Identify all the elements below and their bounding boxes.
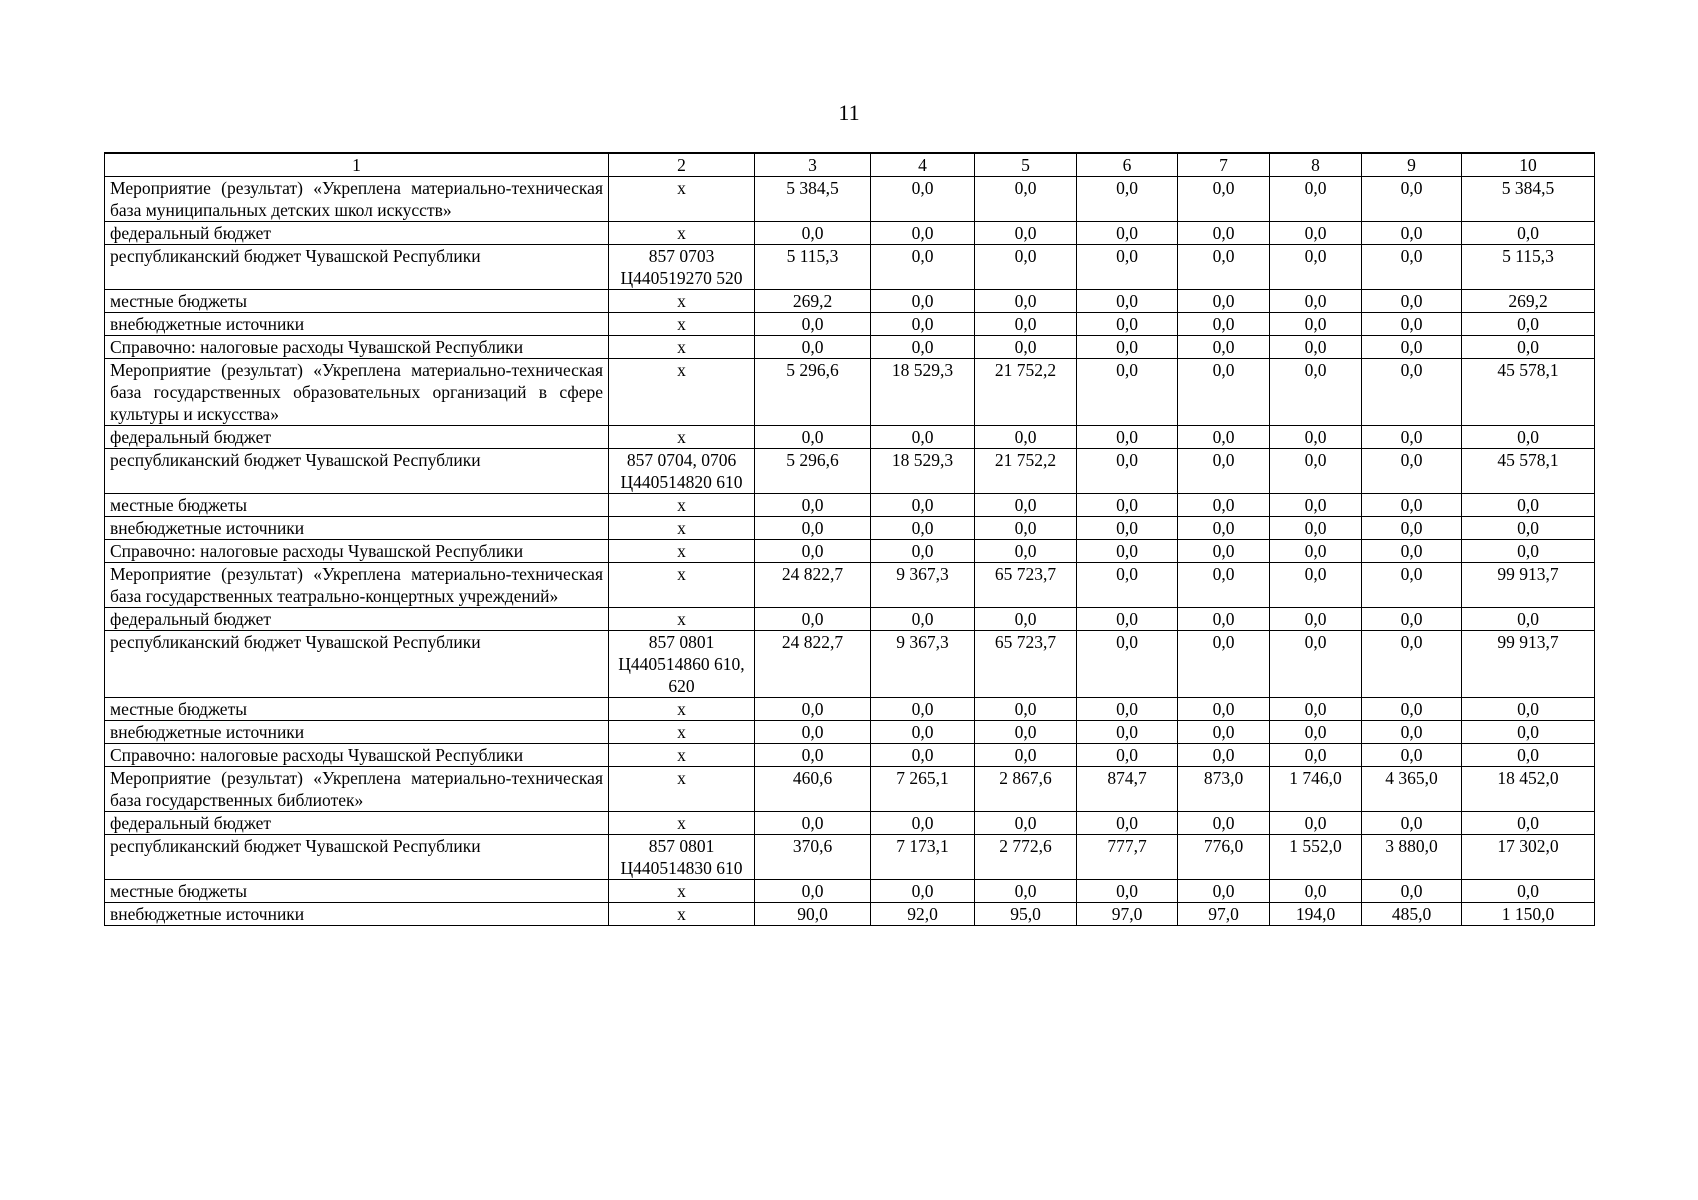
table-row	[105, 359, 1595, 426]
year-value: 0,0	[755, 517, 871, 540]
year-value: 0,0	[1077, 631, 1178, 698]
row-name: республиканский бюджет Чувашской Республики	[105, 449, 609, 494]
year-value: 0,0	[1178, 426, 1270, 449]
year-value: 0,0	[975, 812, 1077, 835]
year-value: 873,0	[1178, 767, 1270, 812]
row-name: местные бюджеты	[105, 290, 609, 313]
year-value: 0,0	[1362, 494, 1462, 517]
year-value: 0,0	[975, 608, 1077, 631]
table-row	[105, 426, 1595, 449]
year-value: 0,0	[755, 880, 871, 903]
year-value: 0,0	[1077, 222, 1178, 245]
table-row	[105, 517, 1595, 540]
year-value: 0,0	[1362, 540, 1462, 563]
year-value: 0,0	[871, 721, 975, 744]
year-value: 0,0	[1270, 517, 1362, 540]
year-value: 0,0	[1178, 721, 1270, 744]
total-value: 99 913,7	[1462, 563, 1595, 608]
year-value: 0,0	[975, 721, 1077, 744]
total-value: 0,0	[1462, 336, 1595, 359]
year-value: 4 365,0	[1362, 767, 1462, 812]
budget-code: х	[609, 313, 755, 336]
table-row	[105, 698, 1595, 721]
budget-code: х	[609, 336, 755, 359]
year-value: 0,0	[871, 177, 975, 222]
year-value: 0,0	[1270, 177, 1362, 222]
table-row	[105, 835, 1595, 880]
total-value: 45 578,1	[1462, 449, 1595, 494]
budget-code: х	[609, 222, 755, 245]
row-name: федеральный бюджет	[105, 812, 609, 835]
year-value: 0,0	[1077, 744, 1178, 767]
year-value: 9 367,3	[871, 631, 975, 698]
row-name: республиканский бюджет Чувашской Республики	[105, 631, 609, 698]
year-value: 0,0	[755, 744, 871, 767]
column-header: 2	[609, 153, 755, 177]
year-value: 0,0	[1362, 426, 1462, 449]
year-value: 0,0	[975, 517, 1077, 540]
year-value: 0,0	[1178, 177, 1270, 222]
year-value: 0,0	[1077, 426, 1178, 449]
year-value: 485,0	[1362, 903, 1462, 926]
year-value: 0,0	[871, 517, 975, 540]
table-row	[105, 608, 1595, 631]
total-value: 99 913,7	[1462, 631, 1595, 698]
year-value: 0,0	[1270, 721, 1362, 744]
year-value: 0,0	[1178, 313, 1270, 336]
year-value: 0,0	[871, 313, 975, 336]
row-name: Мероприятие (результат) «Укреплена материально-техническая база муниципальных детских школ искусств»	[105, 177, 609, 222]
year-value: 0,0	[871, 290, 975, 313]
table-row	[105, 449, 1595, 494]
year-value: 0,0	[1270, 698, 1362, 721]
total-value: 5 384,5	[1462, 177, 1595, 222]
table-row	[105, 880, 1595, 903]
budget-code: 857 0703 Ц440519270 520	[609, 245, 755, 290]
year-value: 777,7	[1077, 835, 1178, 880]
year-value: 65 723,7	[975, 631, 1077, 698]
column-header: 8	[1270, 153, 1362, 177]
budget-code: х	[609, 494, 755, 517]
total-value: 0,0	[1462, 517, 1595, 540]
year-value: 0,0	[1270, 290, 1362, 313]
year-value: 0,0	[755, 721, 871, 744]
table-row	[105, 563, 1595, 608]
year-value: 0,0	[1362, 449, 1462, 494]
year-value: 0,0	[871, 698, 975, 721]
column-header: 10	[1462, 153, 1595, 177]
year-value: 0,0	[975, 494, 1077, 517]
year-value: 0,0	[1077, 359, 1178, 426]
table-row	[105, 245, 1595, 290]
year-value: 0,0	[1077, 336, 1178, 359]
year-value: 0,0	[1362, 698, 1462, 721]
year-value: 5 296,6	[755, 449, 871, 494]
year-value: 0,0	[975, 245, 1077, 290]
total-value: 5 115,3	[1462, 245, 1595, 290]
year-value: 0,0	[1362, 631, 1462, 698]
year-value: 0,0	[1270, 880, 1362, 903]
year-value: 0,0	[1178, 698, 1270, 721]
column-header: 6	[1077, 153, 1178, 177]
table-row	[105, 903, 1595, 926]
year-value: 0,0	[1178, 359, 1270, 426]
row-name: Справочно: налоговые расходы Чувашской Республики	[105, 540, 609, 563]
column-header: 9	[1362, 153, 1462, 177]
table-row	[105, 336, 1595, 359]
year-value: 0,0	[1077, 290, 1178, 313]
page-number: 11	[838, 100, 860, 125]
year-value: 0,0	[975, 698, 1077, 721]
budget-code: х	[609, 517, 755, 540]
year-value: 0,0	[1270, 494, 1362, 517]
budget-code: 857 0704, 0706 Ц440514820 610	[609, 449, 755, 494]
column-header: 7	[1178, 153, 1270, 177]
row-name: внебюджетные источники	[105, 903, 609, 926]
year-value: 5 115,3	[755, 245, 871, 290]
year-value: 0,0	[1270, 449, 1362, 494]
total-value: 1 150,0	[1462, 903, 1595, 926]
row-name: местные бюджеты	[105, 494, 609, 517]
year-value: 65 723,7	[975, 563, 1077, 608]
year-value: 21 752,2	[975, 449, 1077, 494]
year-value: 0,0	[1362, 563, 1462, 608]
year-value: 0,0	[1362, 177, 1462, 222]
year-value: 0,0	[871, 494, 975, 517]
column-header: 1	[105, 153, 609, 177]
year-value: 0,0	[1077, 517, 1178, 540]
year-value: 7 173,1	[871, 835, 975, 880]
year-value: 2 772,6	[975, 835, 1077, 880]
year-value: 90,0	[755, 903, 871, 926]
row-name: Справочно: налоговые расходы Чувашской Республики	[105, 336, 609, 359]
year-value: 776,0	[1178, 835, 1270, 880]
year-value: 0,0	[1178, 494, 1270, 517]
table-row	[105, 721, 1595, 744]
budget-code: х	[609, 290, 755, 313]
budget-code: х	[609, 540, 755, 563]
row-name: внебюджетные источники	[105, 313, 609, 336]
year-value: 370,6	[755, 835, 871, 880]
table-row	[105, 313, 1595, 336]
year-value: 0,0	[1362, 880, 1462, 903]
year-value: 0,0	[1077, 563, 1178, 608]
total-value: 0,0	[1462, 721, 1595, 744]
total-value: 18 452,0	[1462, 767, 1595, 812]
budget-code: х	[609, 608, 755, 631]
year-value: 0,0	[1362, 812, 1462, 835]
total-value: 17 302,0	[1462, 835, 1595, 880]
year-value: 0,0	[1362, 336, 1462, 359]
year-value: 0,0	[871, 608, 975, 631]
year-value: 0,0	[1362, 721, 1462, 744]
year-value: 874,7	[1077, 767, 1178, 812]
year-value: 0,0	[1270, 608, 1362, 631]
year-value: 0,0	[1077, 721, 1178, 744]
year-value: 0,0	[755, 698, 871, 721]
year-value: 18 529,3	[871, 359, 975, 426]
year-value: 0,0	[975, 426, 1077, 449]
row-name: федеральный бюджет	[105, 608, 609, 631]
row-name: местные бюджеты	[105, 880, 609, 903]
row-name: федеральный бюджет	[105, 426, 609, 449]
year-value: 1 746,0	[1270, 767, 1362, 812]
year-value: 0,0	[755, 426, 871, 449]
year-value: 0,0	[1362, 290, 1462, 313]
budget-code: х	[609, 903, 755, 926]
year-value: 0,0	[871, 222, 975, 245]
year-value: 0,0	[1270, 631, 1362, 698]
budget-table	[104, 152, 1595, 926]
year-value: 0,0	[1178, 290, 1270, 313]
year-value: 0,0	[1077, 540, 1178, 563]
year-value: 0,0	[975, 540, 1077, 563]
table-row	[105, 767, 1595, 812]
year-value: 0,0	[1362, 608, 1462, 631]
year-value: 0,0	[755, 608, 871, 631]
total-value: 0,0	[1462, 494, 1595, 517]
table-row	[105, 744, 1595, 767]
year-value: 0,0	[1270, 540, 1362, 563]
year-value: 0,0	[1270, 359, 1362, 426]
year-value: 0,0	[1362, 359, 1462, 426]
year-value: 0,0	[1077, 245, 1178, 290]
year-value: 97,0	[1077, 903, 1178, 926]
row-name: федеральный бюджет	[105, 222, 609, 245]
year-value: 7 265,1	[871, 767, 975, 812]
year-value: 0,0	[1178, 880, 1270, 903]
year-value: 0,0	[755, 812, 871, 835]
table-body	[105, 153, 1595, 926]
year-value: 0,0	[1270, 336, 1362, 359]
year-value: 0,0	[1077, 313, 1178, 336]
year-value: 95,0	[975, 903, 1077, 926]
year-value: 0,0	[1178, 222, 1270, 245]
budget-code: х	[609, 744, 755, 767]
year-value: 5 296,6	[755, 359, 871, 426]
year-value: 0,0	[871, 880, 975, 903]
row-name: местные бюджеты	[105, 698, 609, 721]
year-value: 0,0	[1178, 608, 1270, 631]
year-value: 0,0	[1362, 744, 1462, 767]
year-value: 0,0	[1270, 222, 1362, 245]
year-value: 0,0	[1077, 880, 1178, 903]
table-row	[105, 812, 1595, 835]
year-value: 0,0	[755, 494, 871, 517]
year-value: 0,0	[1077, 608, 1178, 631]
year-value: 0,0	[871, 336, 975, 359]
year-value: 0,0	[975, 290, 1077, 313]
year-value: 1 552,0	[1270, 835, 1362, 880]
table-row	[105, 540, 1595, 563]
total-value: 0,0	[1462, 880, 1595, 903]
year-value: 460,6	[755, 767, 871, 812]
year-value: 0,0	[1270, 426, 1362, 449]
total-value: 0,0	[1462, 313, 1595, 336]
total-value: 0,0	[1462, 698, 1595, 721]
budget-code: х	[609, 426, 755, 449]
row-name: республиканский бюджет Чувашской Республики	[105, 245, 609, 290]
year-value: 0,0	[1077, 449, 1178, 494]
row-name: Мероприятие (результат) «Укреплена материально-техническая база государственных образовательных организаций в сфере культуры и искусства»	[105, 359, 609, 426]
total-value: 0,0	[1462, 540, 1595, 563]
year-value: 0,0	[1362, 245, 1462, 290]
column-header: 4	[871, 153, 975, 177]
year-value: 0,0	[871, 744, 975, 767]
total-value: 45 578,1	[1462, 359, 1595, 426]
year-value: 0,0	[1077, 494, 1178, 517]
row-name: внебюджетные источники	[105, 517, 609, 540]
year-value: 2 867,6	[975, 767, 1077, 812]
year-value: 92,0	[871, 903, 975, 926]
year-value: 0,0	[1362, 517, 1462, 540]
total-value: 0,0	[1462, 744, 1595, 767]
total-value: 0,0	[1462, 812, 1595, 835]
budget-code: 857 0801 Ц440514830 610	[609, 835, 755, 880]
table-row	[105, 494, 1595, 517]
year-value: 0,0	[975, 313, 1077, 336]
year-value: 0,0	[1178, 540, 1270, 563]
table-row	[105, 222, 1595, 245]
year-value: 0,0	[1178, 449, 1270, 494]
year-value: 0,0	[975, 177, 1077, 222]
column-number-row	[105, 153, 1595, 177]
column-header: 5	[975, 153, 1077, 177]
year-value: 0,0	[755, 540, 871, 563]
year-value: 0,0	[975, 336, 1077, 359]
year-value: 0,0	[755, 222, 871, 245]
year-value: 97,0	[1178, 903, 1270, 926]
year-value: 0,0	[975, 744, 1077, 767]
year-value: 0,0	[1178, 245, 1270, 290]
year-value: 0,0	[1270, 313, 1362, 336]
year-value: 5 384,5	[755, 177, 871, 222]
row-name: Справочно: налоговые расходы Чувашской Республики	[105, 744, 609, 767]
total-value: 0,0	[1462, 608, 1595, 631]
year-value: 24 822,7	[755, 631, 871, 698]
year-value: 24 822,7	[755, 563, 871, 608]
total-value: 269,2	[1462, 290, 1595, 313]
row-name: Мероприятие (результат) «Укреплена материально-техническая база государственных театрально-концертных учреждений»	[105, 563, 609, 608]
budget-code: х	[609, 177, 755, 222]
year-value: 0,0	[755, 313, 871, 336]
budget-code: х	[609, 359, 755, 426]
budget-code: х	[609, 812, 755, 835]
year-value: 0,0	[755, 336, 871, 359]
table-row	[105, 631, 1595, 698]
year-value: 0,0	[871, 812, 975, 835]
year-value: 194,0	[1270, 903, 1362, 926]
budget-code: х	[609, 563, 755, 608]
budget-code: х	[609, 721, 755, 744]
year-value: 0,0	[1178, 812, 1270, 835]
year-value: 0,0	[1362, 313, 1462, 336]
year-value: 0,0	[871, 245, 975, 290]
year-value: 0,0	[1270, 563, 1362, 608]
year-value: 21 752,2	[975, 359, 1077, 426]
year-value: 0,0	[1178, 517, 1270, 540]
year-value: 0,0	[1270, 812, 1362, 835]
budget-code: х	[609, 767, 755, 812]
budget-code: х	[609, 880, 755, 903]
table-row	[105, 177, 1595, 222]
year-value: 0,0	[1270, 744, 1362, 767]
year-value: 0,0	[871, 426, 975, 449]
year-value: 0,0	[1270, 245, 1362, 290]
row-name: республиканский бюджет Чувашской Республики	[105, 835, 609, 880]
total-value: 0,0	[1462, 222, 1595, 245]
year-value: 9 367,3	[871, 563, 975, 608]
year-value: 0,0	[1178, 631, 1270, 698]
row-name: Мероприятие (результат) «Укреплена материально-техническая база государственных библиотек»	[105, 767, 609, 812]
budget-code: 857 0801 Ц440514860 610, 620	[609, 631, 755, 698]
year-value: 0,0	[1362, 222, 1462, 245]
table-row	[105, 290, 1595, 313]
year-value: 0,0	[1178, 563, 1270, 608]
year-value: 0,0	[871, 540, 975, 563]
year-value: 0,0	[975, 880, 1077, 903]
year-value: 0,0	[975, 222, 1077, 245]
year-value: 0,0	[1077, 698, 1178, 721]
row-name: внебюджетные источники	[105, 721, 609, 744]
column-header: 3	[755, 153, 871, 177]
year-value: 0,0	[1077, 177, 1178, 222]
budget-code: х	[609, 698, 755, 721]
year-value: 269,2	[755, 290, 871, 313]
year-value: 0,0	[1178, 336, 1270, 359]
year-value: 0,0	[1178, 744, 1270, 767]
year-value: 18 529,3	[871, 449, 975, 494]
year-value: 0,0	[1077, 812, 1178, 835]
year-value: 3 880,0	[1362, 835, 1462, 880]
total-value: 0,0	[1462, 426, 1595, 449]
